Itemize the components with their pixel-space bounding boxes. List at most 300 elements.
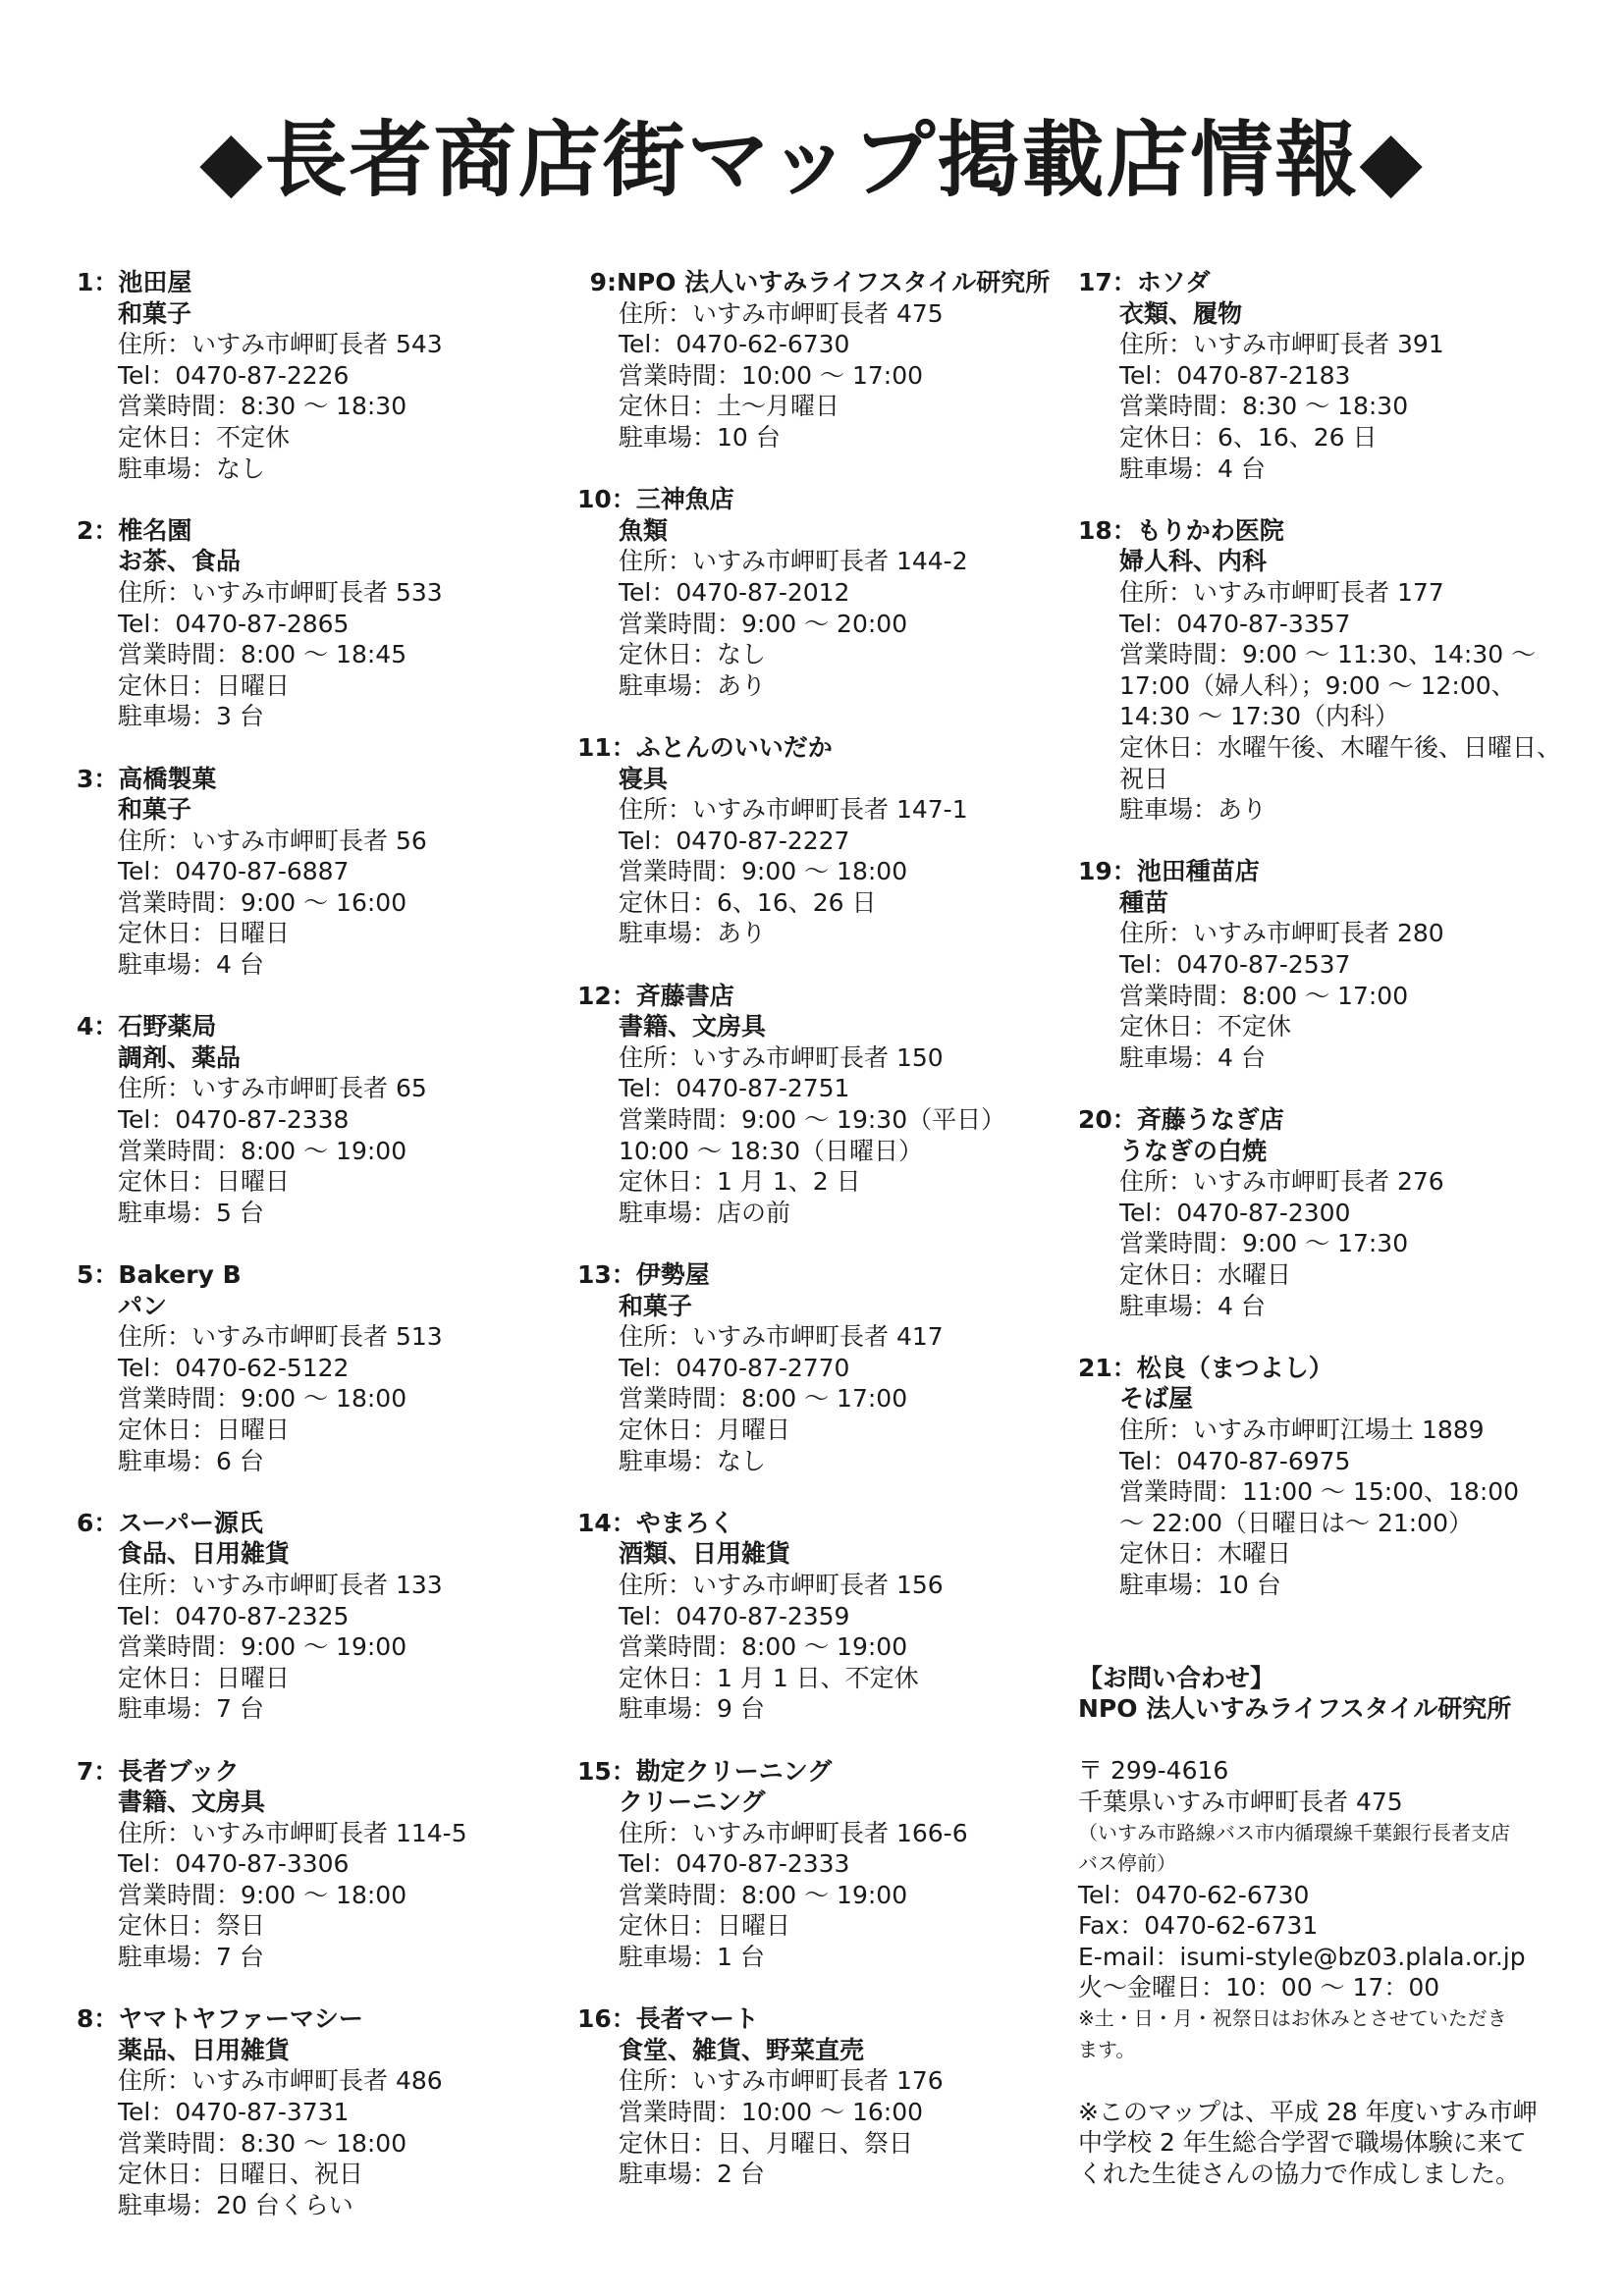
shop-parking-label: 駐車場： — [118, 1198, 217, 1227]
shop-name: 三神魚店 — [635, 485, 734, 514]
shop-hours-value: 8:30 ～ 18:30 — [1242, 392, 1409, 421]
shop-parking-value: 4 台 — [1218, 1291, 1266, 1320]
shop-hours — [1119, 391, 1589, 422]
shop-address-label: 住所： — [118, 1322, 192, 1352]
shop-closed-label: 定休日： — [619, 640, 718, 669]
shop-entry — [577, 1259, 1068, 1476]
shop-name: 池田屋 — [118, 268, 192, 296]
shop-tel-value: 0470-87-2183 — [1176, 360, 1351, 390]
shop-parking-label: 駐車場： — [118, 1446, 217, 1475]
shop-number: 1： — [77, 268, 119, 296]
shop-address-value: いすみ市岬町長者 133 — [191, 1570, 443, 1599]
shop-entry — [577, 1756, 1068, 1973]
shop-hours — [118, 1383, 568, 1415]
shop-closed-value: 不定休 — [1218, 1012, 1292, 1041]
shop-address-value: いすみ市岬町長者 147-1 — [692, 795, 968, 825]
shop-hours — [1119, 1228, 1589, 1259]
shop-hours — [619, 1631, 1068, 1663]
shop-hours-value: 8:00 ～ 19:00 — [741, 1880, 908, 1909]
shop-closed-value: 日曜日、祝日 — [216, 2160, 364, 2189]
shop-number: 3： — [77, 764, 119, 793]
shop-tel-value: 0470-87-2333 — [676, 1849, 850, 1879]
shop-name: 高橋製菓 — [118, 764, 217, 793]
shop-closed-value: 日曜日 — [216, 1663, 291, 1692]
shop-name: ホソダ — [1136, 268, 1211, 296]
shop-address-label: 住所： — [619, 795, 693, 825]
shop-parking-value: 6 台 — [216, 1446, 264, 1475]
shop-name: ヤマトヤファーマシー — [118, 2004, 363, 2034]
shop-parking-label: 駐車場： — [619, 919, 718, 948]
shop-hours-label: 営業時間： — [619, 609, 742, 638]
shop-address — [619, 298, 1068, 330]
shop-address — [118, 1818, 568, 1849]
shop-tel-label: Tel： — [118, 1353, 176, 1382]
shop-number: 7： — [77, 1756, 119, 1786]
shop-parking — [619, 1942, 1068, 1973]
shop-address — [118, 1570, 568, 1601]
shop-closed-value: 木曜日 — [1218, 1539, 1292, 1569]
shop-hours-label: 営業時間： — [619, 1105, 742, 1135]
shop-parking-label: 駐車場： — [1119, 454, 1218, 483]
shop-parking — [619, 918, 1068, 949]
shop-closed-value: なし — [717, 640, 767, 669]
shop-address-value: いすみ市岬町長者 150 — [692, 1042, 944, 1072]
shop-name: Bakery B — [118, 1260, 242, 1289]
page-title: ◆長者商店街マップ掲載店情報◆ — [199, 112, 1425, 208]
shop-parking — [1119, 794, 1589, 826]
shop-heading — [577, 484, 1068, 515]
shop-name: 長者マート — [635, 2004, 759, 2034]
shop-closed — [118, 1663, 568, 1694]
shop-parking-value: 7 台 — [216, 1694, 264, 1724]
shop-parking-value: 4 台 — [1218, 1042, 1266, 1072]
shop-tel-value: 0470-87-2300 — [1176, 1198, 1351, 1227]
shop-category-value: クリーニング — [619, 1788, 766, 1817]
shop-hours-cont-value: ～ 22:00（日曜日は～ 21:00） — [1119, 1508, 1473, 1537]
shop-number: 20： — [1078, 1105, 1137, 1135]
shop-parking-label: 駐車場： — [619, 422, 718, 452]
shop-tel-value: 0470-87-2325 — [175, 1601, 350, 1630]
shop-hours-cont-value: 17:00（婦人科）；9:00 ～ 12:00、 — [1119, 670, 1516, 700]
shop-entry — [1078, 515, 1589, 826]
shop-category-value: 食堂、雑貨、野菜直売 — [619, 2035, 865, 2064]
shop-address-value: いすみ市岬町長者 65 — [191, 1074, 427, 1103]
shop-parking-label: 駐車場： — [1119, 1291, 1218, 1320]
shop-entry — [577, 2003, 1068, 2190]
shop-entry — [1078, 856, 1589, 1073]
shop-address-value: いすみ市岬町長者 417 — [692, 1322, 944, 1352]
shop-closed — [118, 1415, 568, 1446]
shop-address — [1119, 577, 1589, 609]
shop-closed-label: 定休日： — [118, 2160, 217, 2189]
shop-column-1 — [77, 267, 568, 2252]
shop-tel — [118, 1104, 568, 1136]
shop-name: 斉藤書店 — [635, 981, 734, 1010]
shop-parking-label: 駐車場： — [619, 2160, 718, 2189]
shop-category-value: 魚類 — [619, 515, 669, 545]
shop-tel-label: Tel： — [619, 330, 677, 359]
shop-address-label: 住所： — [619, 547, 693, 576]
shop-category-value: 種苗 — [1119, 887, 1169, 917]
contact-hours: 火～金曜日：10：00 ～ 17：00 — [1078, 1973, 1440, 2002]
shop-name: もりかわ医院 — [1136, 515, 1284, 545]
shop-address-label: 住所： — [619, 2066, 693, 2096]
shop-address-value: いすみ市岬町長者 177 — [1193, 577, 1444, 607]
shop-parking — [619, 422, 1068, 454]
shop-parking-label: 駐車場： — [118, 1943, 217, 1972]
shop-hours-value: 9:00 ～ 17:30 — [1242, 1229, 1409, 1258]
shop-closed-value: 日曜日 — [216, 919, 291, 948]
shop-address-value: いすみ市岬町長者 543 — [191, 330, 443, 359]
shop-closed-value: 祭日 — [216, 1911, 266, 1941]
shop-hours — [1119, 981, 1589, 1012]
shop-name: 石野薬局 — [118, 1012, 217, 1041]
shop-hours — [118, 2128, 568, 2160]
shop-heading — [1078, 856, 1589, 887]
shop-number: 8： — [77, 2004, 119, 2034]
shop-hours-value: 9:00 ～ 20:00 — [741, 609, 908, 638]
shop-category-value: パン — [118, 1291, 168, 1320]
shop-entry — [577, 981, 1068, 1229]
shop-tel-label: Tel： — [118, 609, 176, 638]
shop-category-value: 和菓子 — [118, 298, 192, 328]
shop-closed — [619, 391, 1068, 422]
shop-address-value: いすみ市岬町長者 166-6 — [692, 1818, 968, 1847]
shop-address — [619, 2065, 1068, 2097]
shop-address — [118, 826, 568, 857]
shop-hours-value: 8:00 ～ 17:00 — [741, 1384, 908, 1414]
shop-closed-label: 定休日： — [619, 887, 718, 917]
shop-parking-value: 店の前 — [717, 1198, 791, 1227]
shop-tel-label: Tel： — [1119, 950, 1177, 980]
shop-address — [1119, 1166, 1589, 1198]
shop-closed-value: 土～月曜日 — [717, 392, 840, 421]
shop-category-value: 寝具 — [619, 764, 669, 793]
shop-heading — [577, 1508, 1068, 1539]
shop-category-value: 調剤、薬品 — [118, 1042, 242, 1072]
shop-category — [619, 1538, 1068, 1570]
shop-category-value: お茶、食品 — [118, 547, 242, 576]
shop-hours-value: 8:00 ～ 17:00 — [1242, 981, 1409, 1010]
shop-hours — [619, 1880, 1068, 1911]
shop-address — [619, 1321, 1068, 1353]
shop-parking — [118, 1942, 568, 1973]
shop-hours-value: 9:00 ～ 11:30、14:30 ～ — [1242, 640, 1537, 669]
shop-number: 14： — [577, 1508, 636, 1537]
shop-category — [1119, 298, 1589, 330]
shop-address-value: いすみ市岬町長者 513 — [191, 1322, 443, 1352]
shop-entry — [577, 484, 1068, 701]
shop-address-label: 住所： — [619, 1570, 693, 1599]
shop-address — [1119, 918, 1589, 949]
shop-heading — [77, 1756, 568, 1788]
shop-address-label: 住所： — [1119, 1415, 1194, 1444]
shop-number: 13： — [577, 1260, 636, 1289]
shop-tel-value: 0470-87-6887 — [175, 857, 350, 886]
shop-hours-label: 営業時間： — [1119, 1477, 1243, 1507]
shop-hours-value: 8:00 ～ 19:00 — [741, 1632, 908, 1662]
shop-category — [1119, 1136, 1589, 1167]
shop-closed-label: 定休日： — [1119, 1012, 1218, 1041]
shop-number: 9: — [589, 268, 617, 296]
shop-category — [118, 1538, 568, 1570]
shop-hours-label: 営業時間： — [118, 887, 242, 917]
shop-closed-label: 定休日： — [118, 1167, 217, 1197]
shop-hours-label: 営業時間： — [118, 1384, 242, 1414]
shop-number: 5： — [77, 1260, 119, 1289]
shop-address — [118, 1073, 568, 1104]
shop-number: 4： — [77, 1012, 119, 1041]
shop-heading — [77, 1259, 568, 1291]
shop-tel — [118, 2097, 568, 2128]
shop-closed-label: 定休日： — [619, 2128, 718, 2158]
shop-address-label: 住所： — [619, 1818, 693, 1847]
shop-hours-label: 営業時間： — [619, 1384, 742, 1414]
shop-hours-cont-2 — [1119, 701, 1589, 732]
shop-closed — [619, 1910, 1068, 1942]
shop-number: 11： — [577, 732, 636, 762]
shop-tel — [619, 826, 1068, 857]
shop-address-label: 住所： — [118, 826, 192, 855]
shop-parking — [619, 1198, 1068, 1229]
shop-tel-label: Tel： — [619, 826, 677, 855]
shop-parking — [619, 670, 1068, 702]
shop-heading — [77, 267, 568, 298]
shop-closed-label: 定休日： — [118, 1663, 217, 1692]
shop-tel-label: Tel： — [118, 2098, 176, 2127]
shop-parking-value: 4 台 — [1218, 454, 1266, 483]
shop-category-value: 和菓子 — [619, 1291, 693, 1320]
shop-parking-value: あり — [717, 919, 767, 948]
contact-holiday-note-2: ます。 — [1078, 2037, 1136, 2061]
shop-hours-value: 8:30 ～ 18:00 — [241, 2128, 407, 2158]
shop-address-label: 住所： — [619, 1042, 693, 1072]
shop-column-3-list — [1078, 267, 1589, 1601]
shop-closed-label: 定休日： — [619, 1167, 718, 1197]
shop-closed-value: 1 月 1 日、不定休 — [717, 1663, 919, 1692]
shop-tel-label: Tel： — [1119, 1198, 1177, 1227]
shop-heading — [577, 981, 1068, 1012]
shop-parking-value: 10 台 — [717, 422, 781, 452]
contact-fax: Fax：0470-62-6731 — [1078, 1911, 1319, 1941]
shop-address-value: いすみ市岬町長者 280 — [1193, 919, 1444, 948]
shop-hours — [118, 1631, 568, 1663]
shop-closed — [118, 1910, 568, 1942]
shop-parking-label: 駐車場： — [118, 1694, 217, 1724]
shop-hours — [619, 360, 1068, 392]
shop-heading — [577, 1259, 1068, 1291]
shop-address-value: いすみ市岬町長者 144-2 — [692, 547, 968, 576]
shop-tel-label: Tel： — [118, 1105, 176, 1135]
shop-tel-label: Tel： — [118, 1849, 176, 1879]
shop-closed-label: 定休日： — [1119, 1260, 1218, 1289]
shop-parking-value: 4 台 — [216, 950, 264, 980]
shop-address — [619, 1818, 1068, 1849]
shop-closed-label: 定休日： — [619, 392, 718, 421]
shop-closed-value: 水曜午後、木曜午後、日曜日、 — [1218, 732, 1562, 762]
shop-number: 6： — [77, 1508, 119, 1537]
shop-hours-cont-2-value: 14:30 ～ 17:30（内科） — [1119, 702, 1399, 731]
shop-address-label: 住所： — [118, 1818, 192, 1847]
shop-tel-value: 0470-62-5122 — [175, 1353, 350, 1382]
shop-column-3 — [1078, 267, 1589, 2190]
shop-hours-cont — [1119, 1508, 1589, 1539]
shop-parking-label: 駐車場： — [619, 1694, 718, 1724]
shop-hours — [118, 1136, 568, 1167]
shop-closed-label: 定休日： — [619, 1911, 718, 1941]
contact-tel: Tel：0470-62-6730 — [1078, 1880, 1310, 1909]
shop-address-label: 住所： — [118, 1074, 192, 1103]
shop-heading — [1078, 515, 1589, 547]
shop-category — [118, 546, 568, 577]
shop-address-label: 住所： — [118, 330, 192, 359]
shop-tel — [619, 1848, 1068, 1880]
shop-parking — [619, 2159, 1068, 2190]
shop-tel-value: 0470-87-2537 — [1176, 950, 1351, 980]
contact-org: NPO 法人いすみライフスタイル研究所 — [1078, 1694, 1512, 1724]
shop-parking-label: 駐車場： — [619, 1943, 718, 1972]
shop-parking-label: 駐車場： — [118, 454, 217, 483]
shop-entry — [77, 1508, 568, 1725]
shop-category-value: 和菓子 — [118, 795, 192, 825]
shop-category — [118, 1291, 568, 1322]
shop-hours-label: 営業時間： — [1119, 640, 1243, 669]
shop-category-value: 薬品、日用雑貨 — [118, 2035, 291, 2064]
shop-category — [118, 298, 568, 330]
shop-closed — [619, 1663, 1068, 1694]
shop-name: NPO 法人いすみライフスタイル研究所 — [617, 268, 1051, 296]
shop-tel-label: Tel： — [118, 360, 176, 390]
shop-parking — [118, 701, 568, 732]
shop-parking-value: 5 台 — [216, 1198, 264, 1227]
shop-number: 2： — [77, 515, 119, 545]
shop-parking-value: 2 台 — [717, 2160, 765, 2189]
shop-name: 斉藤うなぎ店 — [1136, 1105, 1284, 1135]
shop-hours — [1119, 639, 1589, 670]
shop-tel-value: 0470-87-3731 — [175, 2098, 350, 2127]
shop-closed — [619, 887, 1068, 919]
shop-closed — [118, 670, 568, 702]
shop-heading — [577, 1756, 1068, 1788]
shop-hours-cont — [1119, 670, 1589, 702]
shop-hours-value: 9:00 ～ 18:00 — [241, 1880, 407, 1909]
shop-hours-label: 営業時間： — [619, 360, 742, 390]
shop-tel-label: Tel： — [1119, 1446, 1177, 1475]
shop-address — [1119, 329, 1589, 360]
shop-hours — [1119, 1476, 1589, 1508]
shop-parking-value: 3 台 — [216, 702, 264, 731]
contact-block — [1078, 1663, 1589, 2190]
shop-tel — [1119, 1198, 1589, 1229]
shop-hours-value: 9:00 ～ 19:30（平日） — [741, 1105, 1006, 1135]
shop-name: 長者ブック — [118, 1756, 240, 1786]
shop-tel-label: Tel： — [118, 1601, 176, 1630]
shop-address-label: 住所： — [619, 298, 693, 328]
shop-closed-label: 定休日： — [1119, 732, 1218, 762]
shop-tel-label: Tel： — [619, 1601, 677, 1630]
shop-entry — [577, 267, 1068, 454]
shop-tel — [1119, 360, 1589, 392]
shop-category — [118, 1787, 568, 1818]
shop-entry — [77, 515, 568, 732]
shop-category-value: 婦人科、内科 — [1119, 547, 1268, 576]
shop-category — [619, 1787, 1068, 1818]
shop-closed — [619, 1166, 1068, 1198]
shop-tel — [118, 360, 568, 392]
shop-category — [118, 794, 568, 826]
shop-number: 16： — [577, 2004, 636, 2034]
shop-tel — [118, 1848, 568, 1880]
shop-closed — [118, 918, 568, 949]
shop-address-label: 住所： — [118, 1570, 192, 1599]
shop-heading — [77, 764, 568, 795]
shop-hours-label: 営業時間： — [118, 2128, 242, 2158]
shop-closed-value: 日曜日 — [216, 1415, 291, 1444]
shop-category — [1119, 1383, 1589, 1415]
shop-closed-value: 日曜日 — [216, 1167, 291, 1197]
shop-address-label: 住所： — [1119, 919, 1194, 948]
shop-hours-value: 9:00 ～ 16:00 — [241, 887, 407, 917]
shop-closed-value: 不定休 — [216, 422, 291, 452]
shop-address — [118, 1321, 568, 1353]
shop-hours-value: 8:00 ～ 18:45 — [241, 640, 407, 669]
shop-address-label: 住所： — [118, 2066, 192, 2096]
shop-entry — [577, 1508, 1068, 1725]
shop-parking — [118, 1446, 568, 1477]
shop-entry — [1078, 267, 1589, 484]
shop-name: 伊勢屋 — [635, 1260, 710, 1289]
shop-category — [1119, 887, 1589, 919]
shop-number: 18： — [1078, 515, 1137, 545]
shop-parking-value: なし — [717, 1446, 767, 1475]
shop-tel-label: Tel： — [1119, 360, 1177, 390]
shop-heading — [577, 267, 1068, 298]
shop-entry — [577, 732, 1068, 949]
shop-hours — [118, 887, 568, 919]
shop-closed-value: 水曜日 — [1218, 1260, 1292, 1289]
shop-hours-value: 8:00 ～ 19:00 — [241, 1136, 407, 1165]
shop-name: 松良（まつよし） — [1136, 1353, 1333, 1382]
shop-parking-label: 駐車場： — [619, 670, 718, 700]
shop-hours-label: 営業時間： — [619, 1632, 742, 1662]
shop-tel-value: 0470-87-3357 — [1176, 609, 1351, 638]
shop-tel — [619, 1353, 1068, 1384]
shop-address-value: いすみ市岬町長者 391 — [1193, 330, 1444, 359]
shop-address — [619, 794, 1068, 826]
shop-closed-value: 日、月曜日、祭日 — [717, 2128, 914, 2158]
shop-closed-label: 定休日： — [619, 1415, 718, 1444]
shop-closed-label: 定休日： — [619, 1663, 718, 1692]
shop-tel-value: 0470-87-2770 — [676, 1353, 850, 1382]
shop-hours-label: 営業時間： — [1119, 392, 1243, 421]
shop-heading — [1078, 267, 1589, 298]
shop-address — [619, 546, 1068, 577]
shop-entry — [77, 1011, 568, 1228]
shop-category — [619, 1011, 1068, 1042]
shop-hours — [118, 639, 568, 670]
shop-hours-value: 9:00 ～ 19:00 — [241, 1632, 407, 1662]
shop-parking-label: 駐車場： — [1119, 1042, 1218, 1072]
shop-hours-value: 9:00 ～ 18:00 — [741, 857, 908, 886]
shop-hours-label: 営業時間： — [118, 1632, 242, 1662]
shop-address-label: 住所： — [1119, 330, 1194, 359]
shop-tel-label: Tel： — [619, 1074, 677, 1103]
shop-address-value: いすみ市岬町長者 114-5 — [191, 1818, 467, 1847]
shop-closed — [1119, 732, 1589, 764]
shop-parking-value: 1 台 — [717, 1943, 765, 1972]
shop-hours-value: 10:00 ～ 17:00 — [741, 360, 924, 390]
shop-tel-value: 0470-87-3306 — [175, 1849, 350, 1879]
